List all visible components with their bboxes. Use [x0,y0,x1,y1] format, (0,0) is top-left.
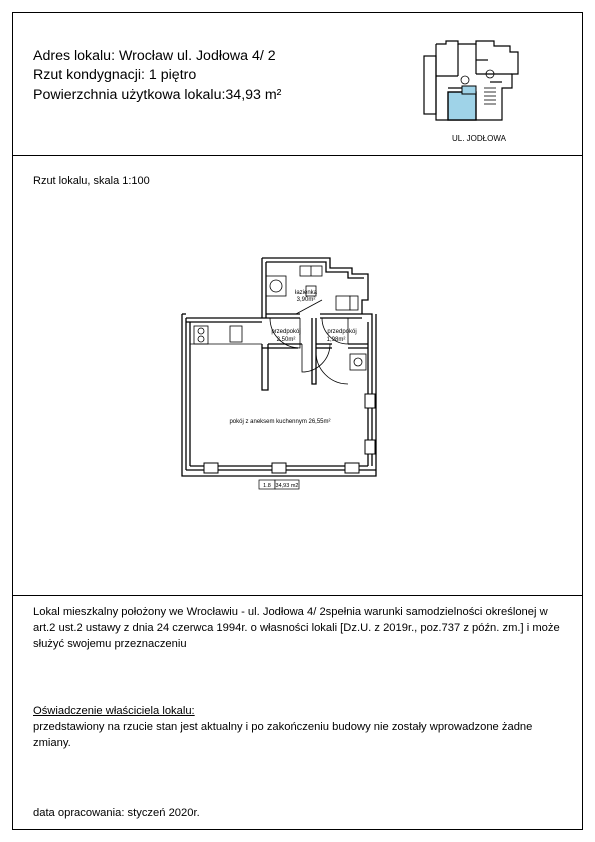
street-label: UL. JODŁOWA [452,134,506,143]
statement-text: przedstawiony na rzucie stan jest aktualny i po zakończeniu budowy nie zostały wprowadzone żadne zmiany. [33,721,533,749]
living-room-label: pokój z aneksem kuchennym 26,55m² [229,419,331,425]
description-text: Lokal mieszkalny położony we Wrocławiu - ul. Jodłowa 4/ 2spełnia warunki samodzielności określonej w art.2 ust.2 ustawy z dnia 24 czerwca 1994r. o własności lokali [Dz.U. z 2019r., poz.737 z późn. zm.] i może służyć swojemu przeznaczeniu [33,606,560,650]
windows [204,394,375,473]
plan-caption: Rzut lokalu, skala 1:100 [33,175,150,187]
bathroom-name: łazienka [294,290,318,296]
walls [182,258,376,476]
stamp-code: 1.8 [263,483,271,489]
statement-title: Oświadczenie właściciela lokalu: [33,705,195,717]
area-stamp [259,480,299,489]
hall-left-name: przedpokój [271,329,301,335]
bathroom-area: 3,90m² [296,297,316,303]
preparation-date: data opracowania: styczeń 2020r. [33,807,200,819]
address-line: Adres lokalu: Wrocław ul. Jodłowa 4/ 2 [33,48,276,64]
hall-right-name: przedpokój [327,329,357,335]
floor-line: Rzut kondygnacji: 1 piętro [33,67,197,83]
hall-right-area: 1,98m² [326,337,346,343]
area-line: Powierzchnia użytkowa lokalu:34,93 m² [33,87,282,103]
hall-left-area: 2,50m² [276,337,296,343]
stamp-area: 34,93 m2 [275,483,299,489]
